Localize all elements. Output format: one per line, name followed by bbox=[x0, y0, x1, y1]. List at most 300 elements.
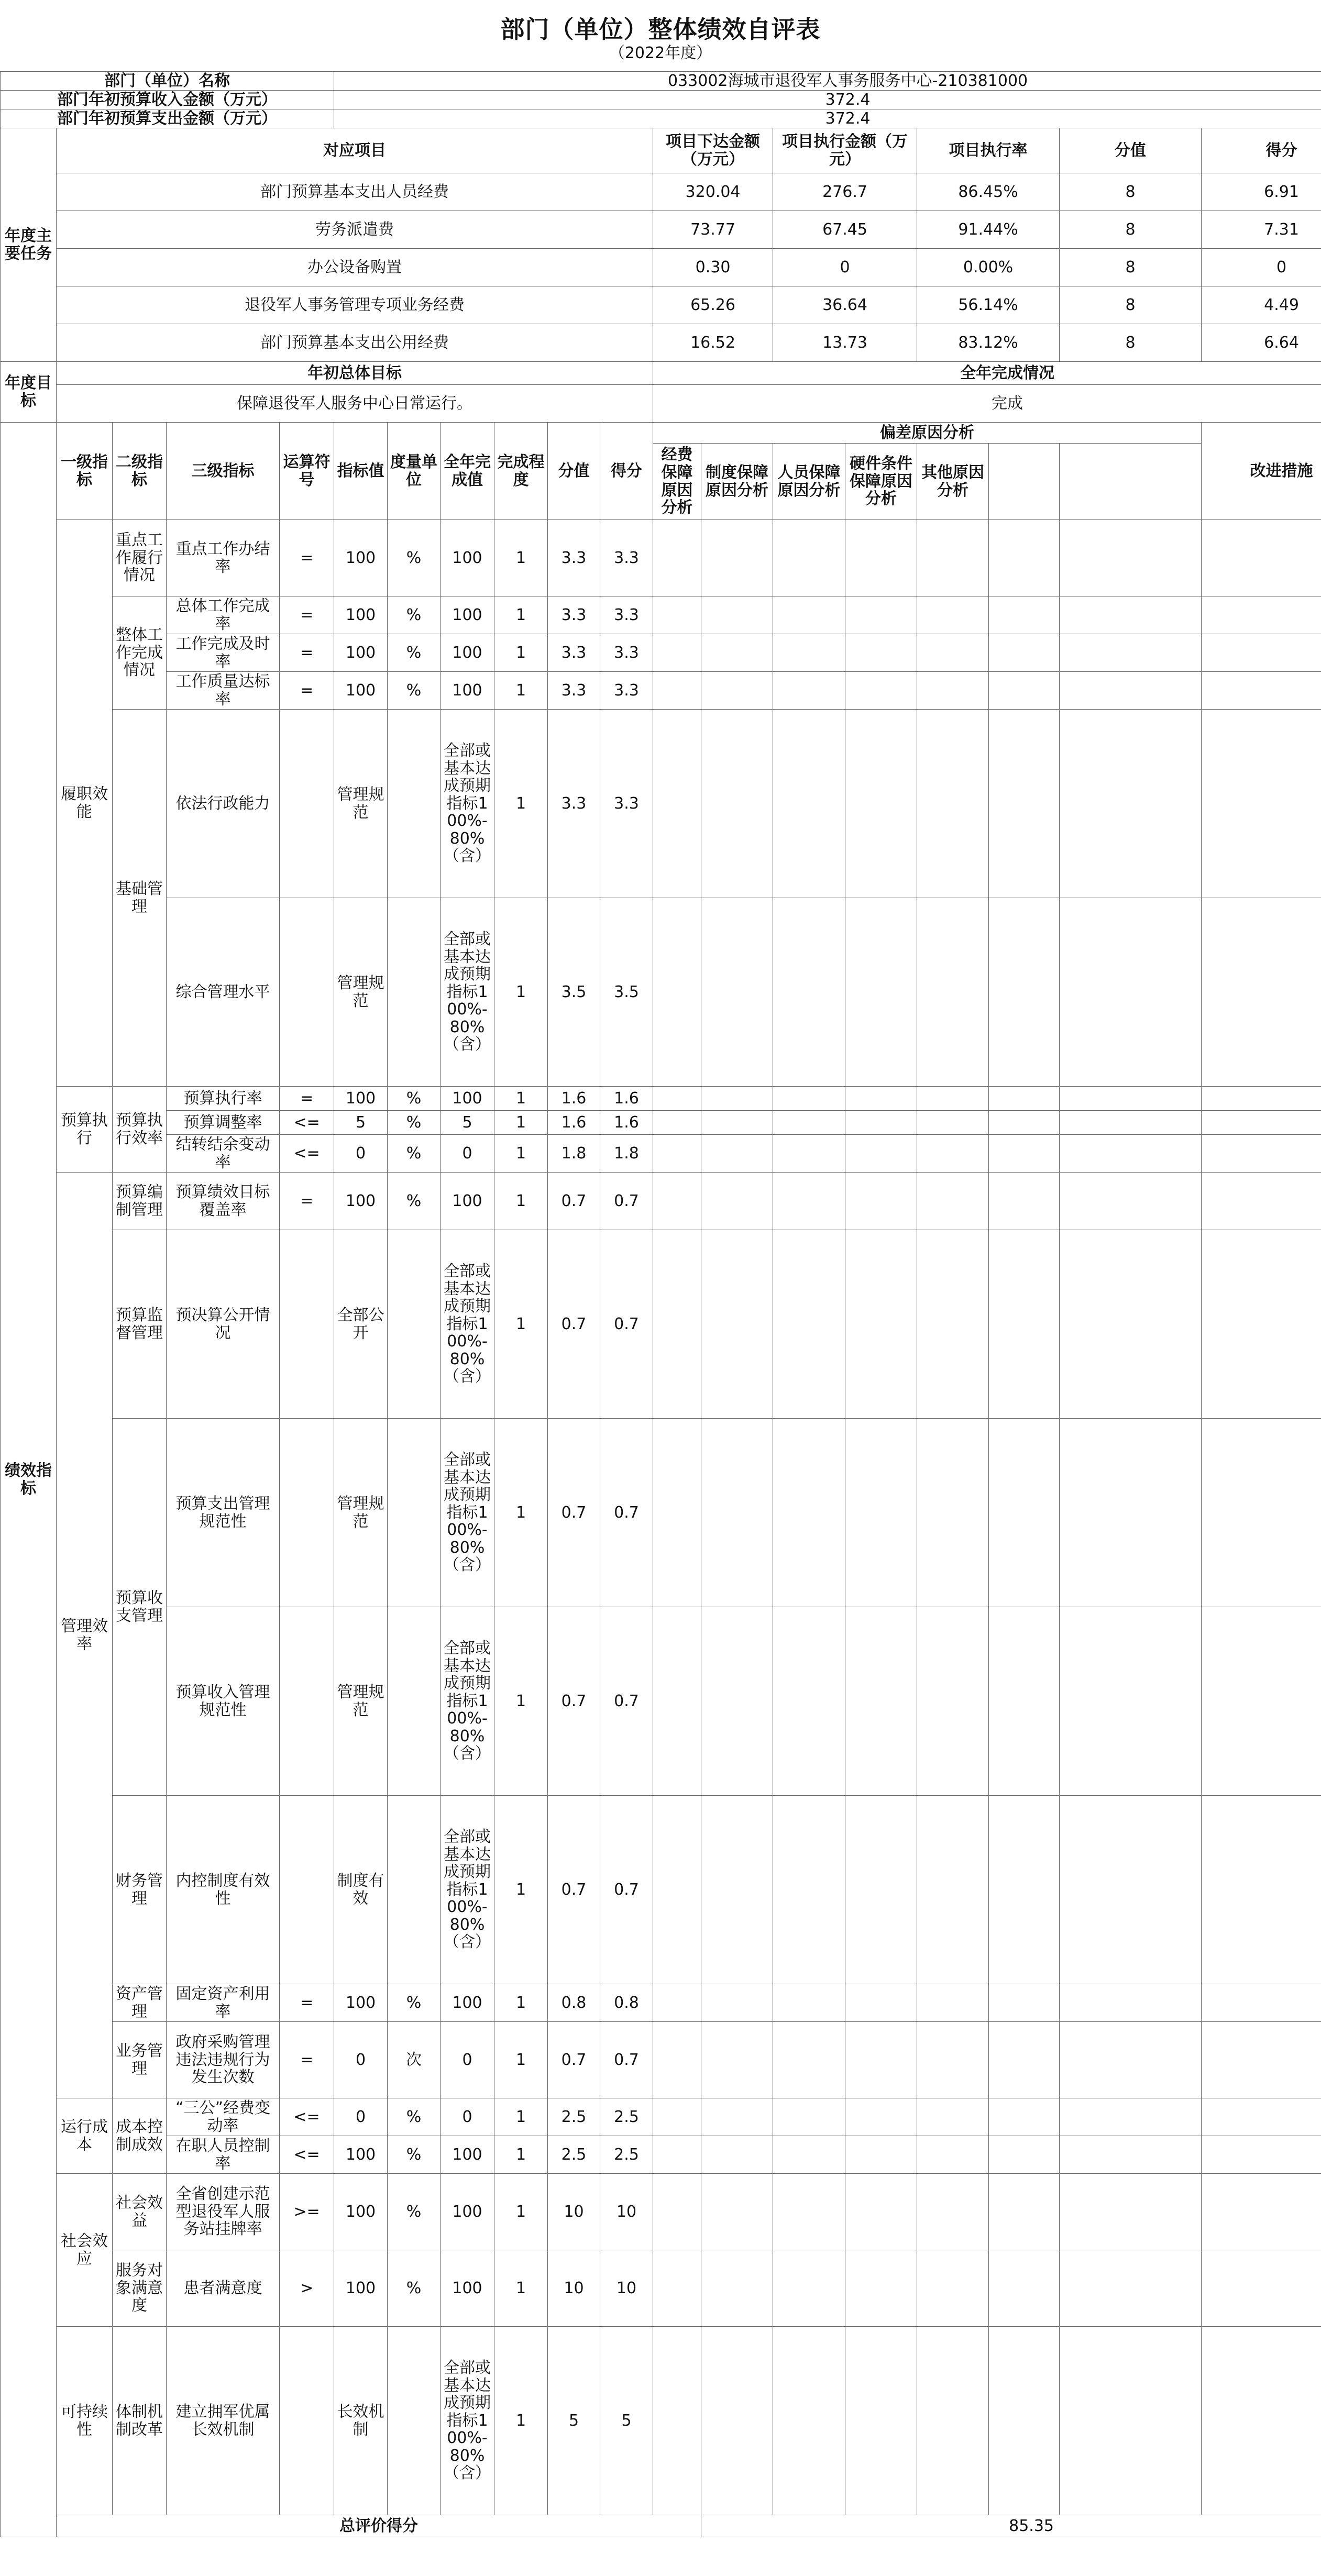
level1-guanli: 管理效率 bbox=[57, 1173, 113, 2098]
blank-cell bbox=[845, 1230, 917, 1419]
blank-cell bbox=[701, 1607, 773, 1796]
blank-cell bbox=[989, 672, 1060, 710]
blank-cell bbox=[917, 1230, 989, 1419]
actual-cell: 全部或基本达成预期指标100%-80%（含） bbox=[441, 1230, 494, 1419]
got-cell: 0.7 bbox=[600, 1230, 653, 1419]
blank-cell bbox=[701, 1984, 773, 2022]
perf-header-unit: 度量单位 bbox=[388, 423, 441, 520]
blank-cell bbox=[989, 2327, 1060, 2515]
task-name: 退役军人事务管理专项业务经费 bbox=[57, 286, 653, 324]
blank-cell bbox=[653, 1796, 701, 1984]
unit-cell: % bbox=[388, 520, 441, 596]
blank-cell bbox=[701, 1135, 773, 1173]
blank-cell bbox=[845, 672, 917, 710]
score-cell: 0.7 bbox=[548, 1607, 600, 1796]
degree-cell: 1 bbox=[494, 596, 548, 634]
got-cell: 3.5 bbox=[600, 898, 653, 1087]
actual-cell: 全部或基本达成预期指标100%-80%（含） bbox=[441, 1607, 494, 1796]
blank-cell bbox=[1060, 1796, 1202, 1984]
task-score: 8 bbox=[1060, 173, 1202, 211]
degree-cell: 1 bbox=[494, 898, 548, 1087]
perf-header-level3: 三级指标 bbox=[167, 423, 280, 520]
tasks-col-project: 对应项目 bbox=[57, 128, 653, 173]
blank-cell bbox=[917, 1173, 989, 1230]
blank-cell bbox=[917, 2327, 989, 2515]
goal-section-label: 年度目标 bbox=[1, 362, 57, 423]
blank-cell bbox=[653, 2022, 701, 2098]
blank-cell bbox=[773, 2250, 845, 2327]
tasks-col-score: 分值 bbox=[1060, 128, 1202, 173]
score-cell: 0.8 bbox=[548, 1984, 600, 2022]
blank-cell bbox=[845, 1419, 917, 1607]
blank-cell bbox=[1202, 672, 1321, 710]
blank-cell bbox=[1202, 2250, 1321, 2327]
score-cell: 2.5 bbox=[548, 2098, 600, 2136]
level2-tizhi: 体制机制改革 bbox=[113, 2327, 167, 2515]
target-cell: 管理规范 bbox=[334, 898, 388, 1087]
actual-cell: 0 bbox=[441, 2022, 494, 2098]
level2-manyi: 服务对象满意度 bbox=[113, 2250, 167, 2327]
blank-cell bbox=[845, 898, 917, 1087]
blank-cell bbox=[653, 2174, 701, 2250]
goal-target-text: 保障退役军人服务中心日常运行。 bbox=[57, 385, 653, 423]
level3-name: 工作完成及时率 bbox=[167, 634, 280, 672]
blank-cell bbox=[653, 520, 701, 596]
blank-cell bbox=[989, 1419, 1060, 1607]
total-score-label: 总评价得分 bbox=[57, 2515, 701, 2537]
blank-cell bbox=[1060, 1419, 1202, 1607]
blank-cell bbox=[1202, 634, 1321, 672]
blank-cell bbox=[989, 1111, 1060, 1135]
level2-xiaoyi: 社会效益 bbox=[113, 2174, 167, 2250]
blank-cell bbox=[917, 2098, 989, 2136]
task-budget: 0.30 bbox=[653, 249, 773, 286]
degree-cell: 1 bbox=[494, 1796, 548, 1984]
blank-cell bbox=[1202, 596, 1321, 634]
blank-cell bbox=[701, 672, 773, 710]
perf-header-dev-personnel: 人员保障原因分析 bbox=[773, 444, 845, 520]
expense-label: 部门年初预算支出金额（万元） bbox=[1, 109, 334, 128]
unit-cell: % bbox=[388, 672, 441, 710]
got-cell: 2.5 bbox=[600, 2136, 653, 2174]
blank-cell bbox=[1202, 1135, 1321, 1173]
level2-zhongdian: 重点工作履行情况 bbox=[113, 520, 167, 596]
perf-header-op: 运算符号 bbox=[280, 423, 334, 520]
degree-cell: 1 bbox=[494, 520, 548, 596]
unit-cell: % bbox=[388, 2136, 441, 2174]
score-cell: 0.7 bbox=[548, 1419, 600, 1607]
target-cell: 100 bbox=[334, 520, 388, 596]
task-rate: 83.12% bbox=[917, 324, 1060, 362]
unit-cell: % bbox=[388, 1173, 441, 1230]
blank-cell bbox=[845, 2327, 917, 2515]
blank-cell bbox=[917, 2022, 989, 2098]
blank-cell bbox=[917, 1984, 989, 2022]
blank-cell bbox=[1060, 596, 1202, 634]
task-name: 办公设备购置 bbox=[57, 249, 653, 286]
unit-cell: % bbox=[388, 2098, 441, 2136]
degree-cell: 1 bbox=[494, 2174, 548, 2250]
blank-cell bbox=[701, 1419, 773, 1607]
blank-cell bbox=[989, 1173, 1060, 1230]
blank-cell bbox=[917, 1607, 989, 1796]
actual-cell: 100 bbox=[441, 2250, 494, 2327]
target-cell: 100 bbox=[334, 672, 388, 710]
score-cell: 1.6 bbox=[548, 1087, 600, 1111]
blank-cell bbox=[701, 2174, 773, 2250]
blank-cell bbox=[701, 1173, 773, 1230]
blank-cell bbox=[773, 1135, 845, 1173]
blank-cell bbox=[773, 1173, 845, 1230]
level2-chengben: 成本控制成效 bbox=[113, 2098, 167, 2174]
level2-zichan: 资产管理 bbox=[113, 1984, 167, 2022]
actual-cell: 5 bbox=[441, 1111, 494, 1135]
income-label: 部门年初预算收入金额（万元） bbox=[1, 91, 334, 109]
target-cell: 管理规范 bbox=[334, 1607, 388, 1796]
blank-cell bbox=[1060, 2098, 1202, 2136]
blank-cell bbox=[917, 1796, 989, 1984]
got-cell: 5 bbox=[600, 2327, 653, 2515]
blank-cell bbox=[917, 1087, 989, 1111]
target-cell: 100 bbox=[334, 1984, 388, 2022]
blank-cell bbox=[701, 2136, 773, 2174]
blank-cell bbox=[653, 2250, 701, 2327]
blank-cell bbox=[845, 2098, 917, 2136]
blank-cell bbox=[701, 596, 773, 634]
degree-cell: 1 bbox=[494, 672, 548, 710]
blank-cell bbox=[773, 1607, 845, 1796]
blank-cell bbox=[653, 1111, 701, 1135]
op-cell: = bbox=[280, 596, 334, 634]
unit-cell bbox=[388, 1230, 441, 1419]
actual-cell: 100 bbox=[441, 596, 494, 634]
actual-cell: 全部或基本达成预期指标100%-80%（含） bbox=[441, 898, 494, 1087]
unit-cell bbox=[388, 1419, 441, 1607]
level3-name: 全省创建示范型退役军人服务站挂牌率 bbox=[167, 2174, 280, 2250]
level1-yusuanzhixing: 预算执行 bbox=[57, 1087, 113, 1173]
blank-cell bbox=[701, 1796, 773, 1984]
score-cell: 1.6 bbox=[548, 1111, 600, 1135]
task-name: 部门预算基本支出人员经费 bbox=[57, 173, 653, 211]
level3-name: 内控制度有效性 bbox=[167, 1796, 280, 1984]
level3-name: 结转结余变动率 bbox=[167, 1135, 280, 1173]
task-got: 7.31 bbox=[1202, 211, 1321, 249]
score-cell: 10 bbox=[548, 2250, 600, 2327]
blank-cell bbox=[1060, 672, 1202, 710]
task-executed: 67.45 bbox=[773, 211, 917, 249]
unit-cell bbox=[388, 898, 441, 1087]
blank-cell bbox=[653, 672, 701, 710]
blank-cell bbox=[989, 1087, 1060, 1111]
level3-name: 总体工作完成率 bbox=[167, 596, 280, 634]
perf-header-deviation: 偏差原因分析 bbox=[653, 423, 1202, 444]
blank-cell bbox=[701, 634, 773, 672]
blank-cell bbox=[845, 2136, 917, 2174]
task-executed: 36.64 bbox=[773, 286, 917, 324]
level3-name: 患者满意度 bbox=[167, 2250, 280, 2327]
blank-cell bbox=[845, 1173, 917, 1230]
got-cell: 1.8 bbox=[600, 1135, 653, 1173]
blank-cell bbox=[1060, 1230, 1202, 1419]
perf-header-dev-funding: 经费保障原因分析 bbox=[653, 444, 701, 520]
score-cell: 5 bbox=[548, 2327, 600, 2515]
degree-cell: 1 bbox=[494, 1419, 548, 1607]
blank-cell bbox=[773, 2327, 845, 2515]
blank-cell bbox=[845, 596, 917, 634]
blank-cell bbox=[773, 1419, 845, 1607]
unit-cell bbox=[388, 710, 441, 898]
got-cell: 3.3 bbox=[600, 596, 653, 634]
score-cell: 3.5 bbox=[548, 898, 600, 1087]
degree-cell: 1 bbox=[494, 1135, 548, 1173]
blank-cell bbox=[1202, 1173, 1321, 1230]
blank-cell bbox=[917, 1135, 989, 1173]
blank-cell bbox=[917, 898, 989, 1087]
got-cell: 2.5 bbox=[600, 2098, 653, 2136]
blank-cell bbox=[989, 2174, 1060, 2250]
task-budget: 73.77 bbox=[653, 211, 773, 249]
blank-cell bbox=[773, 672, 845, 710]
blank-cell bbox=[701, 2250, 773, 2327]
unit-cell: % bbox=[388, 1111, 441, 1135]
task-rate: 0.00% bbox=[917, 249, 1060, 286]
blank-cell bbox=[845, 2174, 917, 2250]
perf-header-actual: 全年完成值 bbox=[441, 423, 494, 520]
blank-cell bbox=[773, 1230, 845, 1419]
task-got: 4.49 bbox=[1202, 286, 1321, 324]
blank-cell bbox=[845, 2250, 917, 2327]
blank-cell bbox=[989, 2022, 1060, 2098]
op-cell bbox=[280, 1230, 334, 1419]
blank-cell bbox=[917, 1419, 989, 1607]
blank-cell bbox=[701, 2022, 773, 2098]
blank-cell bbox=[1060, 1135, 1202, 1173]
blank-cell bbox=[1202, 2136, 1321, 2174]
degree-cell: 1 bbox=[494, 2327, 548, 2515]
blank-cell bbox=[653, 634, 701, 672]
target-cell: 0 bbox=[334, 2098, 388, 2136]
op-cell bbox=[280, 2327, 334, 2515]
level3-name: 工作质量达标率 bbox=[167, 672, 280, 710]
blank-cell bbox=[1202, 2022, 1321, 2098]
blank-cell bbox=[1060, 1173, 1202, 1230]
perf-header-score: 分值 bbox=[548, 423, 600, 520]
blank-cell bbox=[653, 1607, 701, 1796]
blank-cell bbox=[653, 596, 701, 634]
degree-cell: 1 bbox=[494, 2022, 548, 2098]
blank-cell bbox=[989, 634, 1060, 672]
op-cell: = bbox=[280, 634, 334, 672]
blank-cell bbox=[1060, 2250, 1202, 2327]
op-cell bbox=[280, 710, 334, 898]
target-cell: 管理规范 bbox=[334, 1419, 388, 1607]
got-cell: 10 bbox=[600, 2174, 653, 2250]
blank-cell bbox=[989, 1796, 1060, 1984]
target-cell: 100 bbox=[334, 634, 388, 672]
got-cell: 3.3 bbox=[600, 634, 653, 672]
actual-cell: 100 bbox=[441, 2136, 494, 2174]
task-score: 8 bbox=[1060, 286, 1202, 324]
op-cell: <= bbox=[280, 1111, 334, 1135]
task-score: 8 bbox=[1060, 211, 1202, 249]
blank-cell bbox=[1060, 898, 1202, 1087]
blank-cell bbox=[701, 1111, 773, 1135]
level2-zhengti: 整体工作完成情况 bbox=[113, 596, 167, 710]
task-got: 6.64 bbox=[1202, 324, 1321, 362]
blank-cell bbox=[1060, 1607, 1202, 1796]
target-cell: 管理规范 bbox=[334, 710, 388, 898]
got-cell: 0.7 bbox=[600, 1173, 653, 1230]
degree-cell: 1 bbox=[494, 1087, 548, 1111]
op-cell: <= bbox=[280, 2136, 334, 2174]
blank-cell bbox=[989, 520, 1060, 596]
blank-cell bbox=[845, 1087, 917, 1111]
target-cell: 100 bbox=[334, 2250, 388, 2327]
target-cell: 0 bbox=[334, 2022, 388, 2098]
got-cell: 1.6 bbox=[600, 1087, 653, 1111]
blank-cell bbox=[989, 1984, 1060, 2022]
blank-cell bbox=[989, 2250, 1060, 2327]
level3-name: 固定资产利用率 bbox=[167, 1984, 280, 2022]
perf-header-improve: 改进措施 bbox=[1202, 423, 1321, 520]
blank-cell bbox=[845, 1607, 917, 1796]
level2-caiwu: 财务管理 bbox=[113, 1796, 167, 1984]
perf-header-level1: 一级指标 bbox=[57, 423, 113, 520]
blank-cell bbox=[701, 1087, 773, 1111]
task-budget: 16.52 bbox=[653, 324, 773, 362]
level3-name: 预算执行率 bbox=[167, 1087, 280, 1111]
blank-cell bbox=[1060, 2174, 1202, 2250]
task-budget: 320.04 bbox=[653, 173, 773, 211]
unit-cell: % bbox=[388, 1984, 441, 2022]
blank-cell bbox=[773, 1087, 845, 1111]
dept-name-label: 部门（单位）名称 bbox=[1, 72, 334, 91]
blank-cell bbox=[1202, 1230, 1321, 1419]
blank-cell bbox=[845, 520, 917, 596]
blank-cell bbox=[653, 1087, 701, 1111]
score-cell: 1.8 bbox=[548, 1135, 600, 1173]
blank-cell bbox=[917, 672, 989, 710]
blank-cell bbox=[773, 1796, 845, 1984]
target-cell: 制度有效 bbox=[334, 1796, 388, 1984]
level3-name: 预算绩效目标覆盖率 bbox=[167, 1173, 280, 1230]
actual-cell: 100 bbox=[441, 1984, 494, 2022]
level3-name: 重点工作办结率 bbox=[167, 520, 280, 596]
actual-cell: 全部或基本达成预期指标100%-80%（含） bbox=[441, 710, 494, 898]
op-cell: >= bbox=[280, 2174, 334, 2250]
blank-cell bbox=[917, 634, 989, 672]
got-cell: 3.3 bbox=[600, 672, 653, 710]
blank-cell bbox=[701, 2098, 773, 2136]
blank-cell bbox=[773, 710, 845, 898]
blank-cell bbox=[701, 520, 773, 596]
blank-cell bbox=[773, 898, 845, 1087]
goal-completion-text: 完成 bbox=[653, 385, 1321, 423]
level3-name: 建立拥军优属长效机制 bbox=[167, 2327, 280, 2515]
task-score: 8 bbox=[1060, 249, 1202, 286]
evaluation-table bbox=[0, 71, 1321, 2537]
blank-cell bbox=[1060, 2327, 1202, 2515]
blank-cell bbox=[845, 1135, 917, 1173]
level3-name: 预算支出管理规范性 bbox=[167, 1419, 280, 1607]
blank-cell bbox=[845, 2022, 917, 2098]
unit-cell bbox=[388, 2327, 441, 2515]
task-score: 8 bbox=[1060, 324, 1202, 362]
actual-cell: 0 bbox=[441, 1135, 494, 1173]
blank-cell bbox=[701, 2327, 773, 2515]
level2-jiandu: 预算监督管理 bbox=[113, 1230, 167, 1419]
got-cell: 3.3 bbox=[600, 710, 653, 898]
unit-cell: % bbox=[388, 1087, 441, 1111]
tasks-col-executed: 项目执行金额（万元） bbox=[773, 128, 917, 173]
degree-cell: 1 bbox=[494, 2250, 548, 2327]
blank-cell bbox=[773, 634, 845, 672]
goal-completion-header: 全年完成情况 bbox=[653, 362, 1321, 385]
score-cell: 3.3 bbox=[548, 634, 600, 672]
task-name: 部门预算基本支出公用经费 bbox=[57, 324, 653, 362]
page-title: 部门（单位）整体绩效自评表 bbox=[500, 15, 821, 43]
blank-cell bbox=[845, 634, 917, 672]
unit-cell: 次 bbox=[388, 2022, 441, 2098]
task-rate: 86.45% bbox=[917, 173, 1060, 211]
op-cell: = bbox=[280, 1984, 334, 2022]
blank-cell bbox=[1060, 634, 1202, 672]
level3-name: “三公”经费变动率 bbox=[167, 2098, 280, 2136]
blank-cell bbox=[1060, 710, 1202, 898]
level3-name: 预算收入管理规范性 bbox=[167, 1607, 280, 1796]
level3-name: 预算调整率 bbox=[167, 1111, 280, 1135]
target-cell: 100 bbox=[334, 2174, 388, 2250]
blank-cell bbox=[917, 2136, 989, 2174]
blank-cell bbox=[917, 2250, 989, 2327]
degree-cell: 1 bbox=[494, 2098, 548, 2136]
level1-lvzhi: 履职效能 bbox=[57, 520, 113, 1087]
goal-target-header: 年初总体目标 bbox=[57, 362, 653, 385]
got-cell: 1.6 bbox=[600, 1111, 653, 1135]
blank-cell bbox=[1202, 1111, 1321, 1135]
degree-cell: 1 bbox=[494, 2136, 548, 2174]
unit-cell: % bbox=[388, 2174, 441, 2250]
blank-cell bbox=[1202, 2174, 1321, 2250]
target-cell: 100 bbox=[334, 596, 388, 634]
blank-cell bbox=[773, 2136, 845, 2174]
task-got: 6.91 bbox=[1202, 173, 1321, 211]
op-cell: <= bbox=[280, 1135, 334, 1173]
unit-cell: % bbox=[388, 596, 441, 634]
blank-cell bbox=[989, 596, 1060, 634]
task-rate: 91.44% bbox=[917, 211, 1060, 249]
op-cell: <= bbox=[280, 2098, 334, 2136]
blank-cell bbox=[917, 520, 989, 596]
actual-cell: 100 bbox=[441, 672, 494, 710]
degree-cell: 1 bbox=[494, 710, 548, 898]
blank-cell bbox=[773, 1984, 845, 2022]
level2-jichu: 基础管理 bbox=[113, 710, 167, 1087]
op-cell: = bbox=[280, 1173, 334, 1230]
blank-cell bbox=[653, 2098, 701, 2136]
perf-header-target: 指标值 bbox=[334, 423, 388, 520]
task-executed: 276.7 bbox=[773, 173, 917, 211]
blank-cell bbox=[773, 2022, 845, 2098]
blank-cell bbox=[989, 1135, 1060, 1173]
blank-cell bbox=[989, 1230, 1060, 1419]
unit-cell bbox=[388, 1607, 441, 1796]
blank-cell bbox=[1202, 520, 1321, 596]
perf-header-got: 得分 bbox=[600, 423, 653, 520]
blank-cell bbox=[653, 710, 701, 898]
blank-cell bbox=[989, 1607, 1060, 1796]
blank-cell bbox=[653, 2327, 701, 2515]
